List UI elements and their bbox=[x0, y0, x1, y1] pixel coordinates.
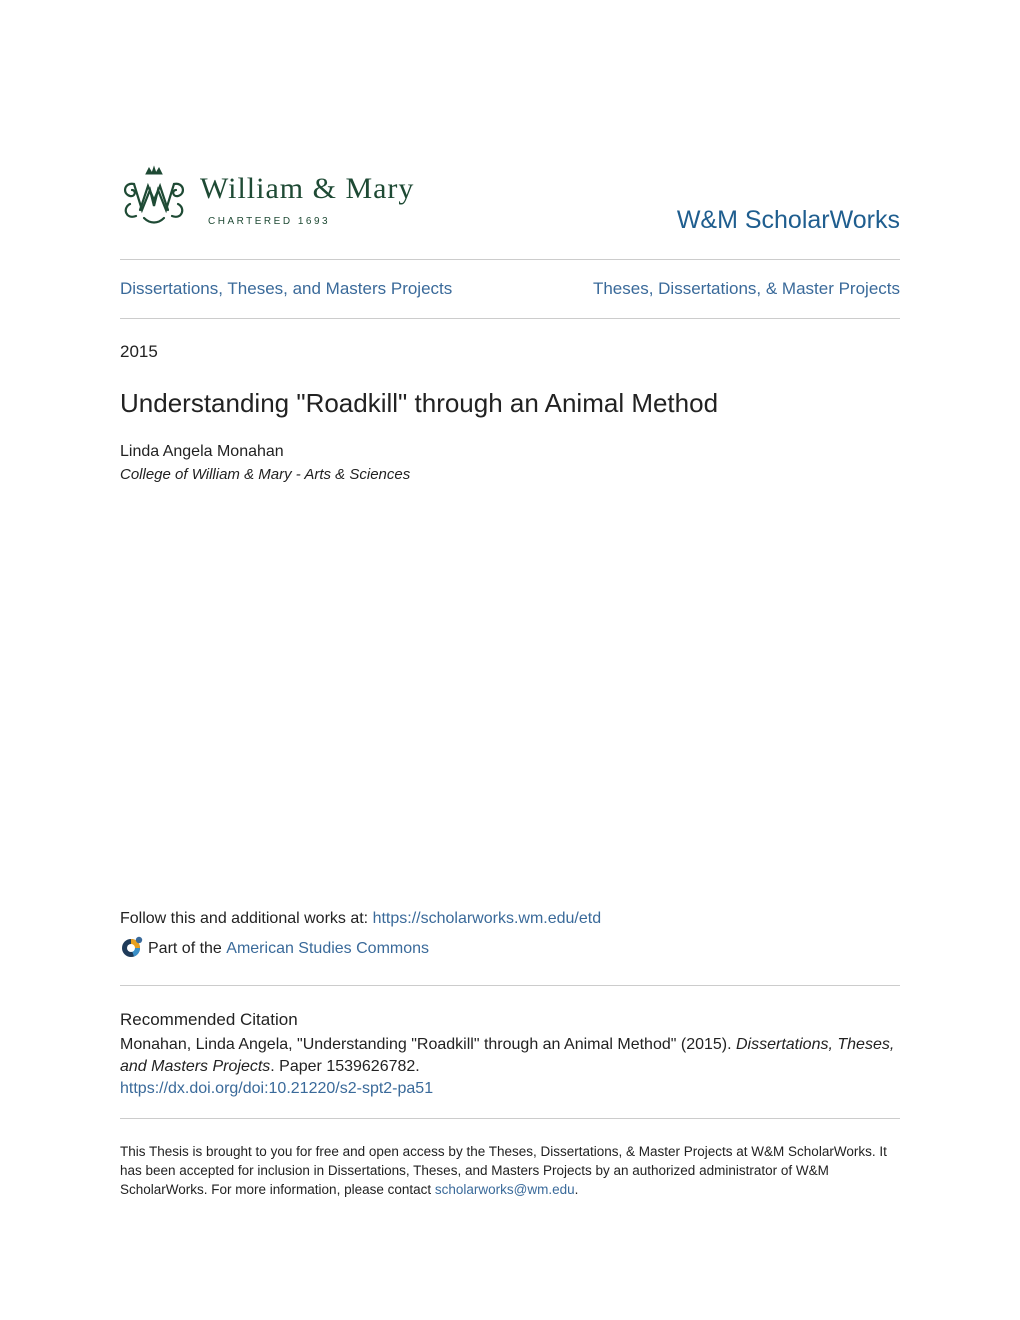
wm-logo bbox=[120, 164, 480, 230]
divider bbox=[120, 1118, 900, 1119]
scholarworks-brand-link[interactable]: W&M ScholarWorks bbox=[676, 206, 900, 234]
follow-prefix: Follow this and additional works at: bbox=[120, 910, 373, 927]
access-statement-text: This Thesis is brought to you for free and open access by the Theses, Dissertations, & Master Projects at W&M ScholarWorks. It has been accepted for inclusion in Dissertations, Theses, and Masters Projects by an authorized administrator of W&M ScholarWorks. For more information, please contact bbox=[120, 1144, 887, 1197]
author-name: Linda Angela Monahan bbox=[120, 443, 284, 460]
citation-suffix: . Paper 1539626782. bbox=[270, 1058, 420, 1075]
author-affiliation: College of William & Mary - Arts & Sciences bbox=[120, 466, 411, 483]
citation-text bbox=[120, 1034, 900, 1100]
wm-cypher-crest-icon bbox=[120, 164, 188, 228]
citation-series: Dissertations, Theses, and Masters Projects bbox=[120, 1036, 895, 1075]
follow-url-link[interactable]: https://scholarworks.wm.edu/etd bbox=[372, 910, 602, 927]
collection-link-right[interactable]: Theses, Dissertations, & Master Projects bbox=[592, 279, 900, 298]
logo-wordmark: William & Mary bbox=[200, 172, 415, 205]
american-studies-commons-link[interactable]: American Studies Commons bbox=[226, 940, 430, 957]
logo-subtitle: CHARTERED 1693 bbox=[208, 216, 331, 227]
part-of-prefix: Part of the bbox=[148, 940, 222, 957]
collection-link-left[interactable]: Dissertations, Theses, and Masters Projects bbox=[120, 279, 453, 298]
citation-prefix: Monahan, Linda Angela, "Understanding "Roadkill" through an Animal Method" (2015). bbox=[120, 1036, 736, 1053]
divider bbox=[120, 318, 900, 319]
doi-link[interactable]: https://dx.doi.org/doi:10.21220/s2-spt2-pa51 bbox=[120, 1080, 434, 1097]
bepress-network-icon bbox=[120, 936, 144, 958]
work-title: Understanding "Roadkill" through an Animal Method bbox=[120, 388, 719, 418]
publication-year: 2015 bbox=[120, 342, 158, 361]
divider bbox=[120, 259, 900, 260]
divider bbox=[120, 985, 900, 986]
access-statement-end: . bbox=[574, 1182, 579, 1197]
part-of-line bbox=[120, 938, 429, 960]
access-statement bbox=[120, 1142, 900, 1199]
follow-line bbox=[120, 910, 601, 928]
recommended-citation-heading: Recommended Citation bbox=[120, 1010, 298, 1029]
contact-email-link[interactable]: scholarworks@wm.edu bbox=[434, 1182, 575, 1197]
